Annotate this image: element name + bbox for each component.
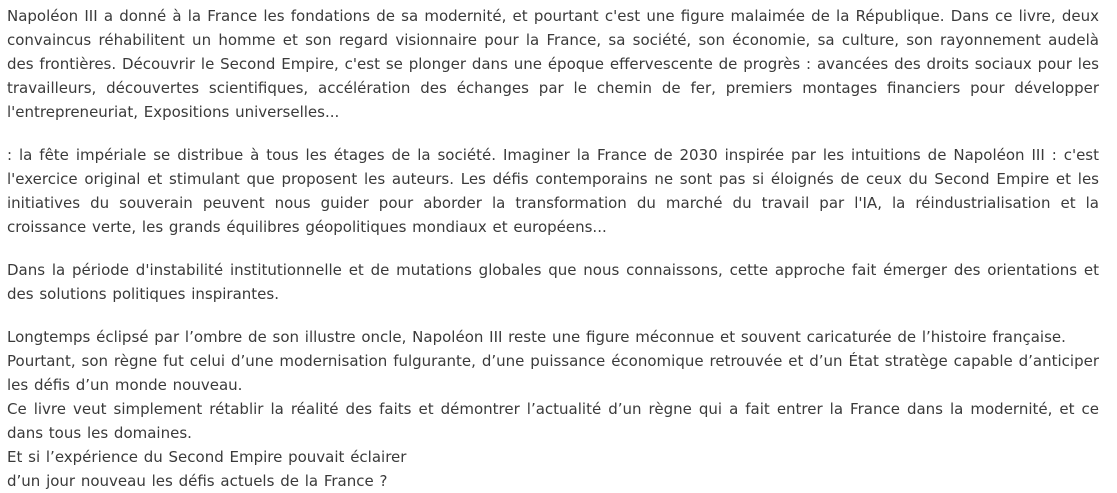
paragraph-fete-imperiale [7, 143, 1099, 239]
text-line: Longtemps éclipsé par l’ombre de son illustre oncle, Napoléon III reste une figure méconnue et souvent caricaturée de l’histoire française. [7, 328, 1066, 346]
paragraph-text: Napoléon III a donné à la France les fondations de sa modernité, et pourtant c'est une figure malaimée de la République. Dans ce livre, deux convaincus réhabilitent un homme et son regard visionnaire pour la France, sa société, son économie, sa culture, son rayonnement audelà des frontières. Découvrir le Second Empire, c'est se plonger dans une époque effervescente de progrès : avancées des droits sociaux pour les travailleurs, découvertes scientifiques, accélération des échanges par le chemin de fer, premiers montages financiers pour développer l'entrepreneuriat, Expositions universelles... [7, 7, 1099, 121]
text-line: Pourtant, son règne fut celui d’une modernisation fulgurante, d’une puissance économique retrouvée et d’un État stratège capable d’anticiper les défis d’un monde nouveau. [7, 352, 1099, 394]
paragraph-periode-instabilite [7, 258, 1099, 306]
paragraph-text: Dans la période d'instabilité institutionnelle et de mutations globales que nous connaissons, cette approche fait émerger des orientations et des solutions politiques inspirantes. [7, 261, 1099, 303]
paragraph-intro [7, 4, 1099, 124]
text-line: Et si l’expérience du Second Empire pouvait éclairer [7, 448, 407, 466]
paragraph-final [7, 325, 1099, 493]
text-line: Ce livre veut simplement rétablir la réalité des faits et démontrer l’actualité d’un règne qui a fait entrer la France dans la modernité, et ce dans tous les domaines. [7, 400, 1099, 442]
paragraph-text: : la fête impériale se distribue à tous les étages de la société. Imaginer la France de 2030 inspirée par les intuitions de Napoléon III : c'est l'exercice original et stimulant que proposent les auteurs. Les défis contemporains ne sont pas si éloignés de ceux du Second Empire et les initiatives du souverain peuvent nous guider pour aborder la transformation du marché du travail par l'IA, la réindustrialisation et la croissance verte, les grands équilibres géopolitiques mondiaux et européens... [7, 146, 1099, 236]
text-line: d’un jour nouveau les défis actuels de la France ? [7, 472, 388, 490]
